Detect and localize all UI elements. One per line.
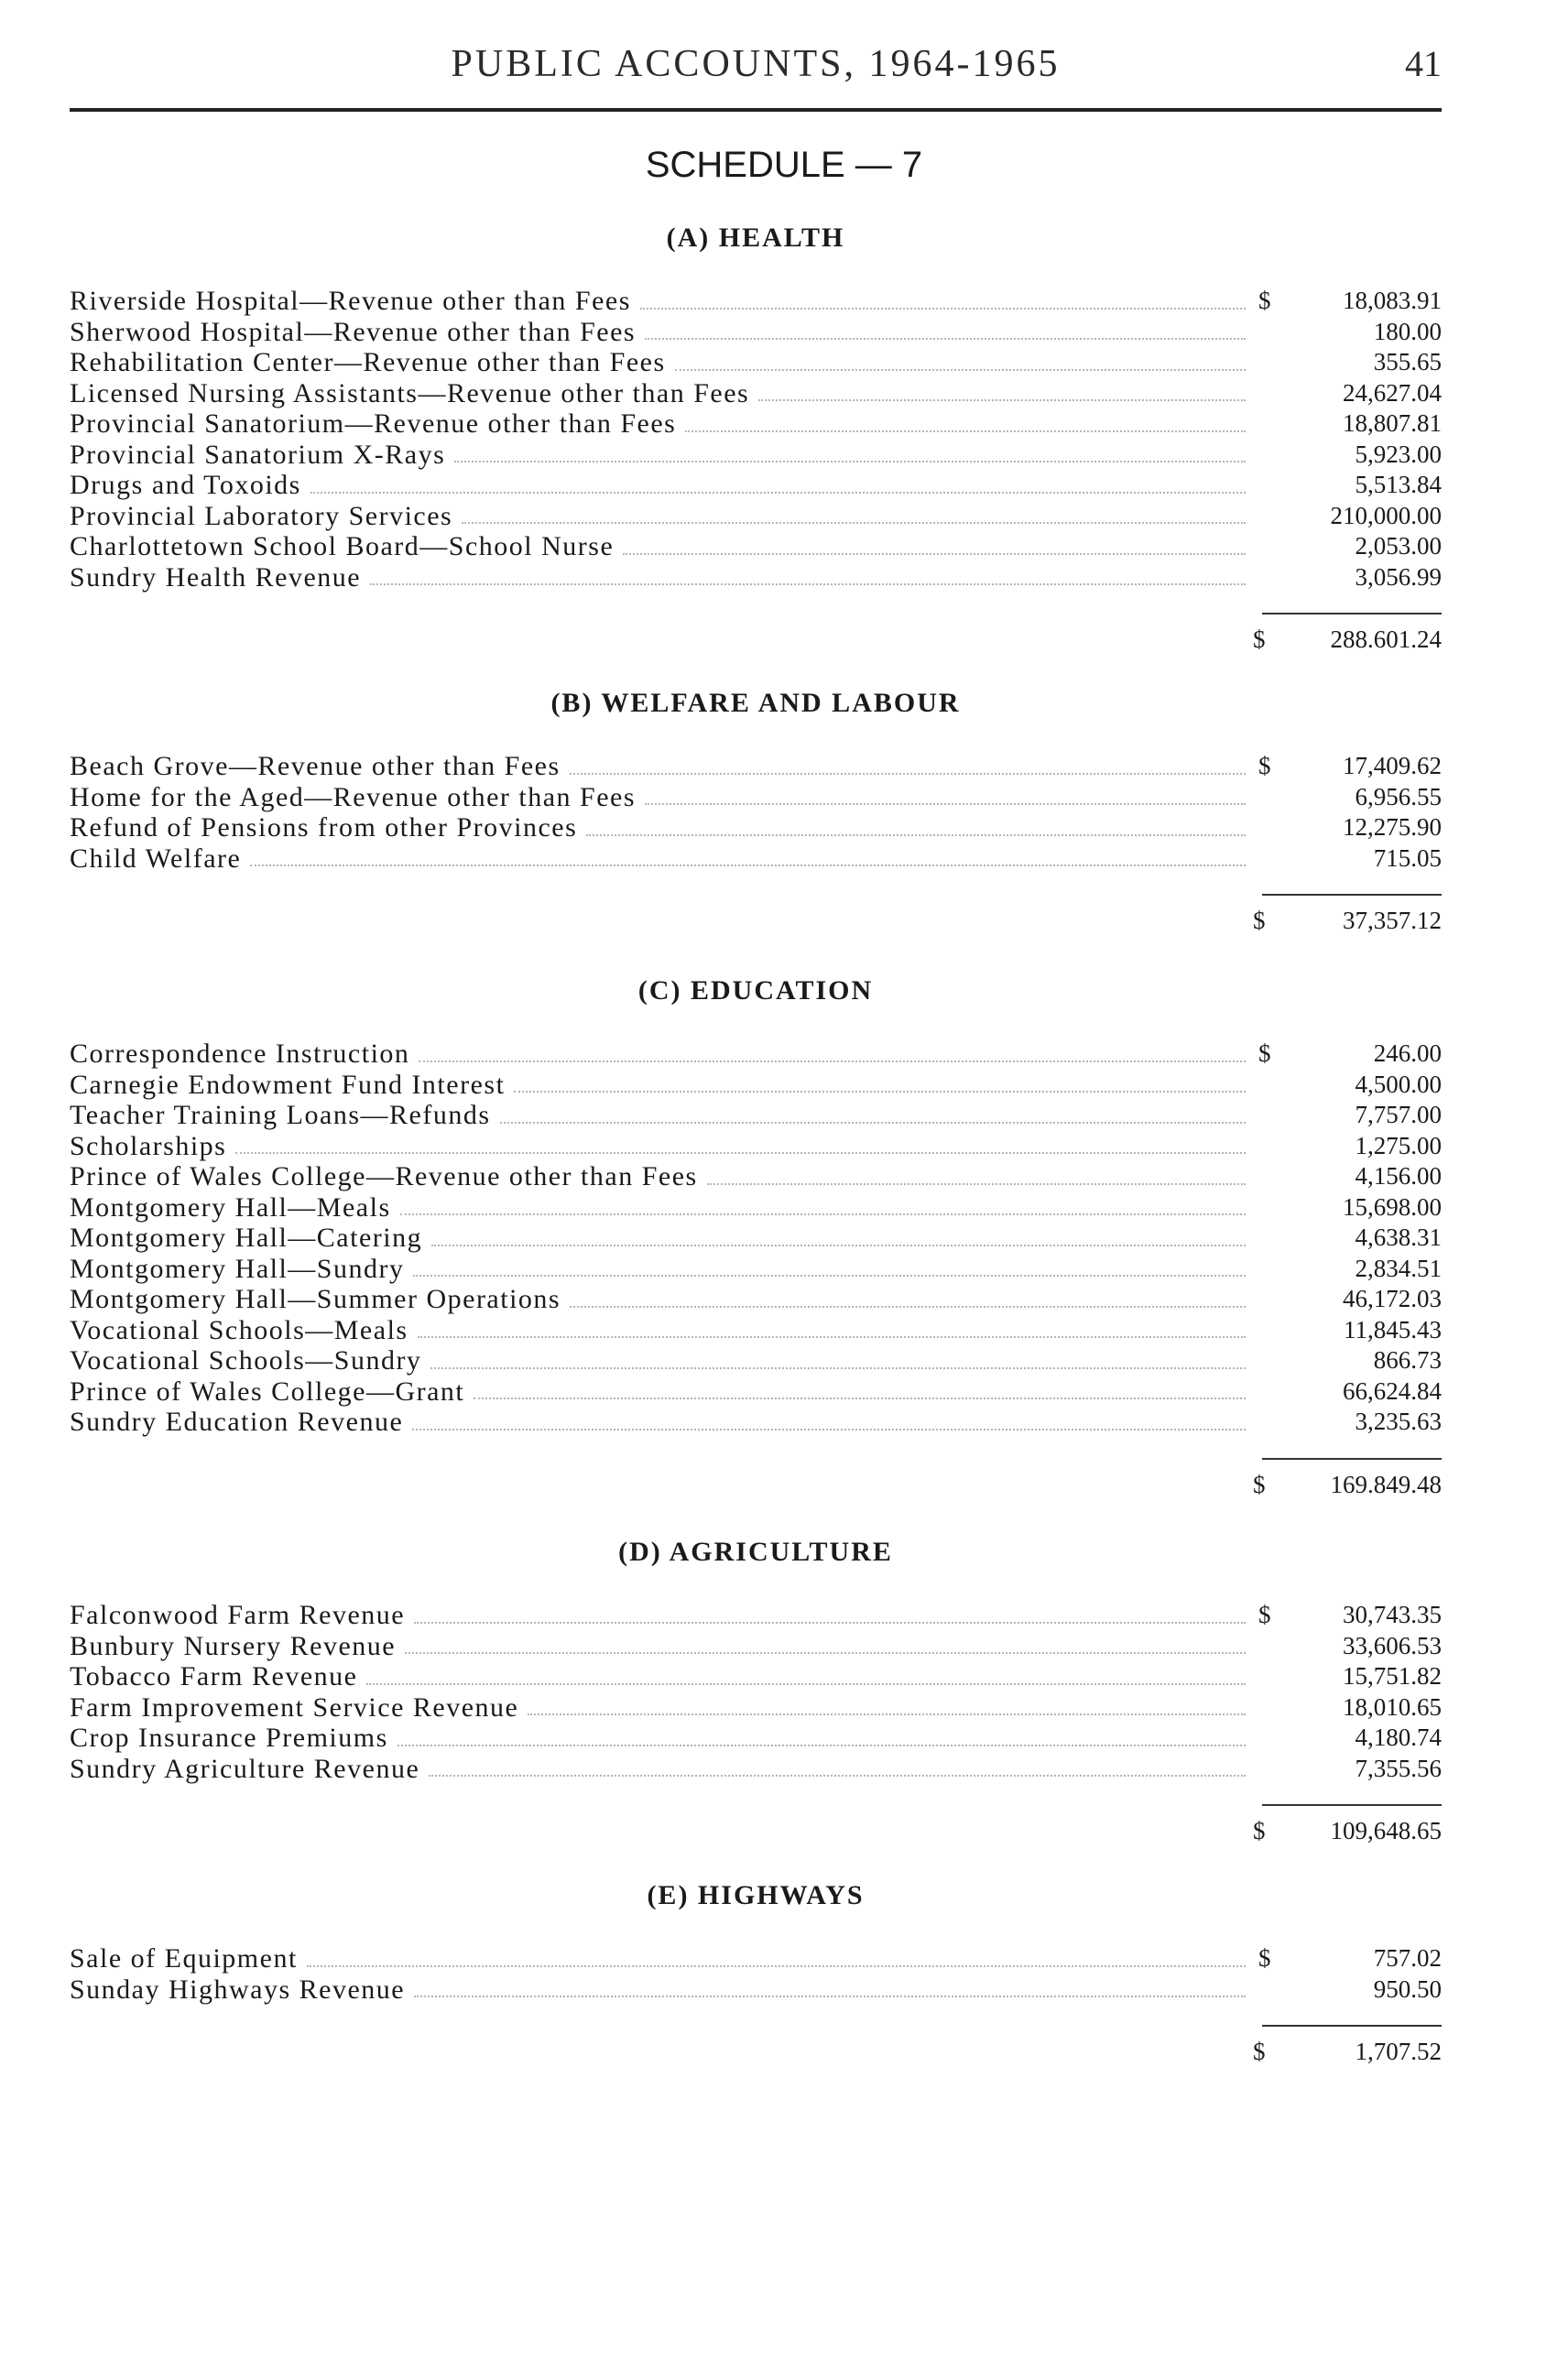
row-label: Vocational Schools—Sundry — [70, 1345, 422, 1376]
section-heading: (E) HIGHWAYS — [647, 1880, 865, 1910]
dot-leader — [640, 308, 1246, 310]
dot-leader — [528, 1713, 1246, 1715]
section-rows — [70, 286, 1442, 593]
table-row — [70, 286, 1442, 317]
dot-leader — [514, 1091, 1246, 1093]
section-rows — [70, 1039, 1442, 1438]
section-rows — [70, 751, 1442, 874]
row-label: Teacher Training Loans—Refunds — [70, 1100, 491, 1130]
row-amount: 6,956.55 — [1355, 782, 1442, 810]
table-row — [70, 782, 1442, 813]
row-amount: 715.05 — [1373, 843, 1442, 872]
dot-leader — [462, 522, 1246, 524]
row-label: Prince of Wales College—Grant — [70, 1376, 465, 1407]
row-label: Charlottetown School Board—School Nurse — [70, 531, 615, 561]
row-amount: 757.02 — [1373, 1944, 1442, 1972]
row-label: Refund of Pensions from other Provinces — [70, 812, 578, 843]
row-label: Provincial Sanatorium X-Rays — [70, 439, 446, 470]
row-label: Sale of Equipment — [70, 1943, 298, 1974]
total-currency: $ — [1253, 625, 1266, 653]
total-currency: $ — [1253, 2038, 1266, 2065]
row-label: Provincial Sanatorium—Revenue other than Fees — [70, 408, 677, 439]
dot-leader — [413, 1275, 1246, 1277]
table-row — [70, 1661, 1442, 1692]
table-row — [70, 1131, 1442, 1162]
row-amount: 1,275.00 — [1355, 1131, 1442, 1159]
dot-leader — [570, 1306, 1246, 1308]
total-currency: $ — [1253, 1470, 1266, 1498]
total-rule — [1262, 894, 1442, 896]
row-label: Sundry Education Revenue — [70, 1407, 404, 1437]
row-label: Provincial Laboratory Services — [70, 500, 453, 531]
dot-leader — [405, 1652, 1246, 1654]
dot-leader — [400, 1213, 1246, 1215]
dot-leader — [418, 1336, 1246, 1338]
table-row — [70, 1070, 1442, 1101]
dot-leader — [412, 1429, 1246, 1430]
row-label: Drugs and Toxoids — [70, 470, 301, 500]
table-row — [70, 408, 1442, 440]
row-label: Home for the Aged—Revenue other than Fees — [70, 781, 637, 812]
table-row — [70, 1039, 1442, 1070]
dot-leader — [429, 1775, 1246, 1777]
row-label: Prince of Wales College—Revenue other than Fees — [70, 1161, 698, 1191]
row-label: Montgomery Hall—Catering — [70, 1223, 423, 1253]
row-amount: 4,156.00 — [1355, 1162, 1442, 1190]
section-heading: (C) EDUCATION — [637, 975, 874, 1006]
table-row — [70, 1161, 1442, 1192]
section-rows — [70, 1600, 1442, 1784]
table-row — [70, 501, 1442, 532]
dot-leader — [500, 1122, 1247, 1124]
total-amount: 288.601.24 — [1330, 625, 1442, 653]
row-amount: 210,000.00 — [1330, 501, 1442, 529]
section-total — [1253, 905, 1442, 936]
dot-leader — [414, 1996, 1246, 1997]
row-label: Sherwood Hospital—Revenue other than Fees — [70, 316, 637, 347]
row-currency: $ — [1258, 1601, 1271, 1628]
dot-leader — [685, 430, 1246, 432]
dot-leader — [758, 399, 1246, 401]
total-rule — [1262, 613, 1442, 615]
total-amount: 37,357.12 — [1343, 907, 1442, 934]
dot-leader — [454, 461, 1246, 462]
dot-leader — [430, 1367, 1246, 1369]
dot-leader — [623, 553, 1246, 555]
row-currency: $ — [1258, 752, 1271, 779]
table-row — [70, 1376, 1442, 1408]
total-currency: $ — [1253, 1817, 1266, 1844]
section-total — [1253, 1469, 1442, 1500]
dot-leader — [645, 803, 1246, 805]
dot-leader — [474, 1398, 1246, 1399]
row-amount: 33,606.53 — [1343, 1631, 1442, 1659]
table-row — [70, 1254, 1442, 1285]
section-total — [1253, 2036, 1442, 2067]
schedule-title: SCHEDULE — 7 — [645, 145, 923, 185]
row-currency: $ — [1258, 1039, 1271, 1067]
row-label: Sundry Health Revenue — [70, 561, 362, 593]
row-amount: 46,172.03 — [1343, 1285, 1442, 1312]
row-amount: 15,751.82 — [1343, 1662, 1442, 1690]
table-row — [70, 531, 1442, 562]
row-amount: 7,757.00 — [1355, 1101, 1442, 1128]
row-label: Montgomery Hall—Meals — [70, 1191, 391, 1223]
table-row — [70, 562, 1442, 593]
dot-leader — [397, 1745, 1246, 1746]
row-label: Montgomery Hall—Summer Operations — [70, 1284, 561, 1314]
row-amount: 2,834.51 — [1355, 1254, 1442, 1282]
dot-leader — [419, 1060, 1246, 1062]
header-title: PUBLIC ACCOUNTS, 1964-1965 — [451, 43, 1061, 85]
row-amount: 30,743.35 — [1343, 1601, 1442, 1628]
table-row — [70, 1284, 1442, 1315]
section-rows — [70, 1943, 1442, 2005]
row-amount: 66,624.84 — [1343, 1376, 1442, 1405]
table-row — [70, 1345, 1442, 1376]
row-label: Rehabilitation Center—Revenue other than Fees — [70, 347, 666, 377]
table-row — [70, 812, 1442, 843]
dot-leader — [370, 583, 1246, 585]
dot-leader — [414, 1622, 1246, 1624]
dot-leader — [570, 773, 1246, 775]
row-label: Child Welfare — [70, 843, 242, 874]
table-row — [70, 1223, 1442, 1254]
total-currency: $ — [1253, 907, 1266, 934]
dot-leader — [675, 369, 1246, 371]
table-row — [70, 1407, 1442, 1438]
row-amount: 2,053.00 — [1355, 532, 1442, 560]
row-label: Montgomery Hall—Sundry — [70, 1253, 405, 1284]
row-amount: 3,056.99 — [1355, 562, 1442, 591]
section-heading: (B) WELFARE AND LABOUR — [550, 688, 961, 718]
table-row — [70, 1692, 1442, 1724]
table-row — [70, 470, 1442, 501]
table-row — [70, 347, 1442, 378]
row-label: Licensed Nursing Assistants—Revenue other than Fees — [70, 377, 750, 408]
row-amount: 950.50 — [1373, 1974, 1442, 2003]
table-row — [70, 440, 1442, 471]
row-label: Riverside Hospital—Revenue other than Fees — [70, 286, 631, 316]
row-currency: $ — [1258, 287, 1271, 314]
row-amount: 15,698.00 — [1343, 1192, 1442, 1221]
row-label: Falconwood Farm Revenue — [70, 1600, 406, 1630]
row-amount: 18,807.81 — [1343, 409, 1442, 437]
row-label: Tobacco Farm Revenue — [70, 1661, 358, 1691]
row-amount: 7,355.56 — [1355, 1754, 1442, 1782]
total-rule — [1262, 1804, 1442, 1806]
row-amount: 4,638.31 — [1355, 1224, 1442, 1251]
row-amount: 866.73 — [1373, 1346, 1442, 1374]
table-row — [70, 317, 1442, 348]
dot-leader — [707, 1183, 1246, 1185]
total-amount: 109,648.65 — [1330, 1817, 1442, 1844]
row-label: Bunbury Nursery Revenue — [70, 1630, 397, 1661]
table-row — [70, 751, 1442, 782]
dot-leader — [235, 1152, 1246, 1154]
row-label: Carnegie Endowment Fund Interest — [70, 1069, 506, 1100]
row-amount: 3,235.63 — [1355, 1408, 1442, 1435]
table-row — [70, 1723, 1442, 1754]
row-label: Sundry Agriculture Revenue — [70, 1753, 420, 1784]
row-amount: 4,180.74 — [1355, 1724, 1442, 1751]
total-rule — [1262, 1458, 1442, 1460]
row-amount: 180.00 — [1373, 317, 1442, 345]
section-total — [1253, 624, 1442, 655]
section-total — [1253, 1815, 1442, 1846]
section-heading: (A) HEALTH — [666, 223, 845, 253]
section-heading: (D) AGRICULTURE — [618, 1537, 893, 1567]
row-amount: 4,500.00 — [1355, 1070, 1442, 1098]
row-label: Crop Insurance Premiums — [70, 1723, 388, 1753]
header-rule — [70, 108, 1442, 112]
row-label: Sunday Highways Revenue — [70, 1974, 406, 2005]
row-currency: $ — [1258, 1944, 1271, 1972]
page-header — [70, 42, 1442, 97]
table-row — [70, 1600, 1442, 1631]
row-label: Beach Grove—Revenue other than Fees — [70, 751, 561, 781]
row-label: Correspondence Instruction — [70, 1039, 410, 1069]
row-label: Scholarships — [70, 1130, 227, 1161]
dot-leader — [431, 1245, 1246, 1246]
table-row — [70, 1315, 1442, 1346]
table-row — [70, 1631, 1442, 1662]
row-amount: 24,627.04 — [1343, 378, 1442, 407]
row-label: Farm Improvement Service Revenue — [70, 1691, 519, 1723]
row-amount: 355.65 — [1373, 348, 1442, 375]
dot-leader — [586, 834, 1246, 836]
table-row — [70, 1192, 1442, 1224]
table-row — [70, 378, 1442, 409]
page-number: 41 — [1405, 43, 1442, 84]
table-row — [70, 1943, 1442, 1974]
table-row — [70, 1754, 1442, 1785]
table-row — [70, 843, 1442, 875]
dot-leader — [366, 1683, 1246, 1685]
row-amount: 246.00 — [1373, 1039, 1442, 1067]
dot-leader — [645, 338, 1246, 340]
table-row — [70, 1100, 1442, 1131]
total-amount: 1,707.52 — [1355, 2038, 1442, 2065]
row-amount: 5,923.00 — [1355, 440, 1442, 468]
total-rule — [1262, 2025, 1442, 2027]
row-amount: 5,513.84 — [1355, 471, 1442, 498]
row-amount: 18,083.91 — [1343, 287, 1442, 314]
row-amount: 11,845.43 — [1344, 1315, 1442, 1343]
row-label: Vocational Schools—Meals — [70, 1314, 408, 1345]
table-row — [70, 1974, 1442, 2006]
row-amount: 18,010.65 — [1343, 1692, 1442, 1721]
dot-leader — [250, 865, 1246, 866]
dot-leader — [310, 492, 1246, 494]
total-amount: 169.849.48 — [1330, 1470, 1442, 1498]
row-amount: 17,409.62 — [1343, 752, 1442, 779]
row-amount: 12,275.90 — [1343, 813, 1442, 841]
dot-leader — [307, 1965, 1246, 1967]
